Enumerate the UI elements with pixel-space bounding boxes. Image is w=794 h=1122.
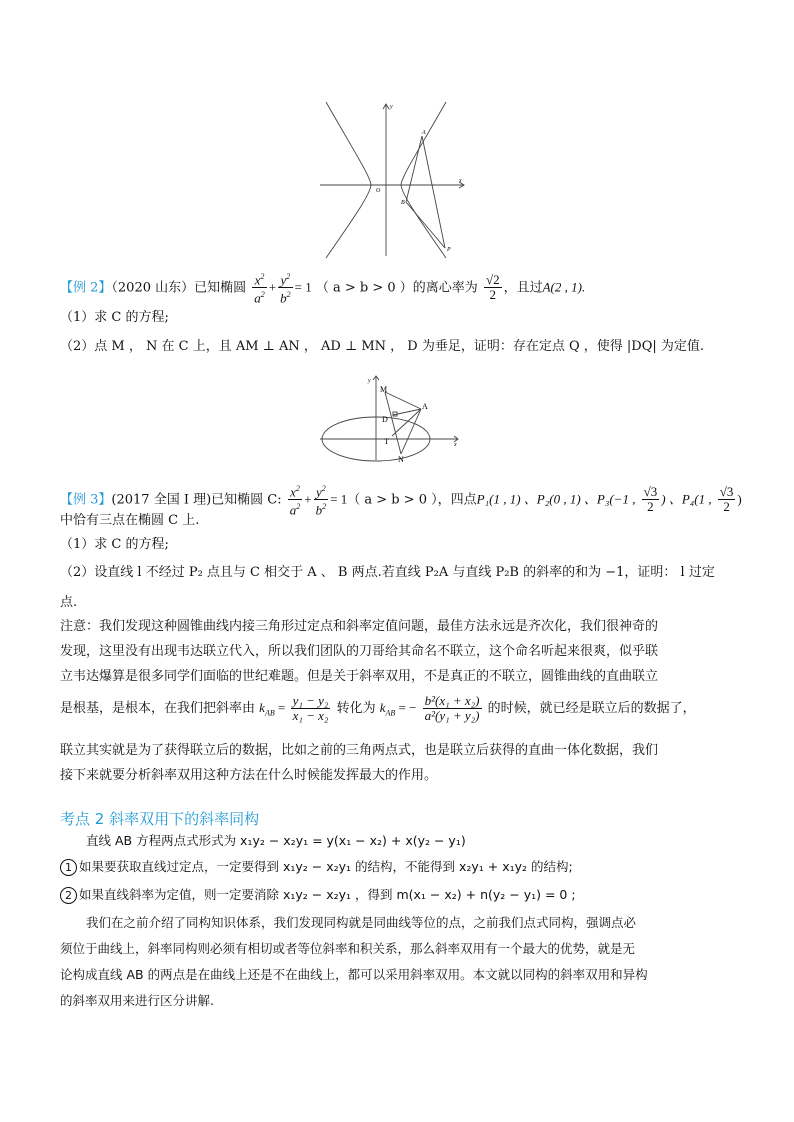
label-p: P	[447, 247, 451, 253]
section-2-line-3-text: 如果直线斜率为定值，则一定要消除 x₁y₂ − x₂y₁ ，得到 m(x₁ − x₂) + n(y₂ − y₁) = 0 ;	[79, 887, 576, 902]
note-line-1: 注意：我们发现这种圆锥曲线内接三角形过定点和斜率定值问题，最佳方法永远是齐次化，我们很神奇的	[60, 619, 659, 634]
fraction-sqrt3-2-b: $\frac{√3}{2}$	[719, 484, 734, 515]
example-2-line: 【例 2】（2020 山东）已知椭圆 $\frac{x^2}{a^2}$ + $\frac{y^2}{b^2}$ = 1 （ a > b > 0 ）的离心率为 $\frac{√2}{2}$ ，且过A(2 , 1).	[60, 272, 586, 306]
fraction-x2-a2: $\frac{x^2}{a^2}$	[289, 484, 301, 518]
fraction-y2-b2: $\frac{y^2}{b^2}$	[280, 272, 291, 306]
label-d: D	[382, 415, 388, 424]
segment-ab	[406, 136, 422, 202]
hyperbola-left-branch	[326, 102, 371, 258]
note-line-4a: 是根基，是根本，在我们把斜率由	[60, 701, 256, 716]
note-line-4c: 的时候，就已经是联立后的数据了，	[487, 701, 696, 716]
fraction-y2-b2: $\frac{y^2}{b^2}$	[315, 484, 327, 518]
note-line-6: 接下来就要分析斜率双用这种方法在什么时候能发挥最大的作用。	[60, 768, 438, 783]
example-3-q1: （1）求 C 的方程;	[60, 537, 169, 552]
note-line-2: 发现，这里没有出现韦达联立代入，所以我们团队的刀哥给其命名不联立，这个命名听起来很爽，似乎联	[60, 644, 659, 659]
fraction-slope-two-point: $\frac{\text{y₁ − y₂}}{\text{x₁ − x₂}}$	[292, 693, 329, 723]
section-2-line-1: 直线 AB 方程两点式形式为 x₁y₂ − x₂y₁ = y(x₁ − x₂) + x(y₂ − y₁)	[86, 833, 466, 848]
hyperbola-figure	[318, 98, 470, 260]
label-a: A	[422, 130, 426, 136]
example-3-q2b: 点.	[60, 595, 78, 610]
example-3-line: 【例 3】(2017 全国 I 理)已知椭圆 C: $\frac{x^2}{a^2}$ + $\frac{y^2}{b^2}$ = 1（ a > b > 0 ），四点P₁(1 , 1) 、P₂(0 , 1) 、P₃(−1 , $\frac{√3}{2}$ ) 、P₄(1 , $\frac{√3}{2}$ )	[60, 484, 742, 518]
section-2-line-2-text: 如果要获取直线过定点，一定要得到 x₁y₂ − x₂y₁ 的结构，不能得到 x₂y₁ + x₁y₂ 的结构;	[79, 859, 573, 874]
example-3-intro: 已知椭圆 C:	[211, 492, 282, 508]
section-2-para-2: 须位于曲线上，斜率同构则必须有相切或者等位斜率和积关系，那么斜率双用有一个最大的优势，就是无	[60, 941, 636, 956]
segment-bp	[406, 202, 445, 248]
label-y: y	[390, 104, 393, 110]
label-o: O	[376, 188, 381, 194]
example-2-q1: （1）求 C 的方程;	[60, 310, 169, 325]
example-3-source: (2017 全国 I 理)	[111, 492, 212, 508]
section-2-para-4: 的斜率双用来进行区分讲解.	[60, 993, 214, 1008]
section-2-title: 考点 2 斜率双用下的斜率同构	[60, 810, 260, 828]
section-2-para-3: 论构成直线 AB 的两点是在曲线上还是不在曲线上，都可以采用斜率双用。本文就以同构的斜率双用和异构	[60, 967, 648, 982]
fraction-sqrt3-2: $\frac{√3}{2}$	[643, 484, 658, 515]
segment-an	[401, 409, 421, 454]
label-x: x	[459, 178, 462, 184]
example-3-tag: 【例 3】	[60, 492, 112, 508]
example-2-passes: ，且过	[503, 280, 543, 296]
example-2-point: A(2 , 1).	[542, 279, 586, 295]
label-t: T	[384, 437, 389, 446]
example-2-source: （2020 山东）	[111, 280, 195, 296]
segment-at	[392, 409, 421, 436]
fraction-sqrt2-2: $\frac{√2}{2}$	[485, 272, 500, 303]
example-3-q2a: （2）设直线 l 不经过 P₂ 点且与 C 相交于 A 、 B 两点.若直线 P₂A 与直线 P₂B 的斜率的和为 −1，证明： l 过定	[60, 565, 715, 580]
note-line-5: 联立其实就是为了获得联立后的数据，比如之前的三角两点式，也是联立后获得的直曲一体化数据，我们	[60, 743, 659, 758]
example-2-intro: 已知椭圆	[194, 280, 247, 296]
label-b: B	[401, 200, 405, 206]
example-3-cond: （ a > b > 0 ），四点	[347, 492, 477, 508]
example-2-cond: （ a > b > 0 ）的离心率为	[315, 280, 478, 296]
example-3-line2: 中恰有三点在椭圆 C 上.	[60, 513, 200, 528]
segment-ap	[422, 136, 445, 248]
fraction-slope-ellipse: $\frac{\text{b²(x₁ + x₂)}}{\text{a²(y₁ + y₂)}}$	[424, 693, 480, 723]
label-a: A	[422, 402, 428, 411]
label-n: N	[398, 455, 404, 462]
fraction-x2-a2: $\frac{x^2}{a^2}$	[254, 272, 265, 306]
label-m: M	[380, 385, 388, 394]
note-line-3: 立韦达爆算是很多同学们面临的世纪难题。但是关于斜率双用，不是真正的不联立，圆锥曲线的直曲联立	[60, 669, 659, 684]
label-y: y	[368, 378, 371, 384]
note-line-4b: 转化为	[336, 701, 376, 716]
circle-number-1: 1	[60, 859, 77, 876]
section-2-line-3	[60, 886, 576, 904]
section-2-para-1: 我们在之前介绍了同构知识体系，我们发现同构就是同曲线等位的点，之前我们点式同构，强调点必	[86, 915, 637, 930]
note-line-4: 是根基，是根本，在我们把斜率由 $k_{AB}$ = $\frac{\text{y₁ − y₂}}{\text{x₁ − x₂}}$ 转化为 $k_{AB}$ = − $\frac{\text{b²(x₁ + x₂)}}{\text{a²(y₁ + y₂)}}$ 的时候，就已经是联立后的数据了，	[60, 693, 696, 723]
example-2-q2: （2）点 M ， N 在 C 上，且 AM ⊥ AN ， AD ⊥ MN ， D 为垂足，证明：存在定点 Q ，使得 |DQ| 为定值.	[60, 339, 705, 354]
example-3-p4: ) 、P₄(1 ,	[661, 491, 712, 507]
section-2-line-2	[60, 858, 573, 876]
hyperbola-right-branch	[401, 102, 446, 258]
circle-number-2: 2	[60, 887, 77, 904]
label-x: x	[454, 442, 457, 448]
ellipse-figure	[318, 372, 466, 462]
example-2-tag: 【例 2】	[60, 280, 112, 296]
segment-ma	[385, 392, 421, 409]
example-3-points: P₁(1 , 1) 、P₂(0 , 1) 、P₃(−1 ,	[476, 491, 636, 507]
